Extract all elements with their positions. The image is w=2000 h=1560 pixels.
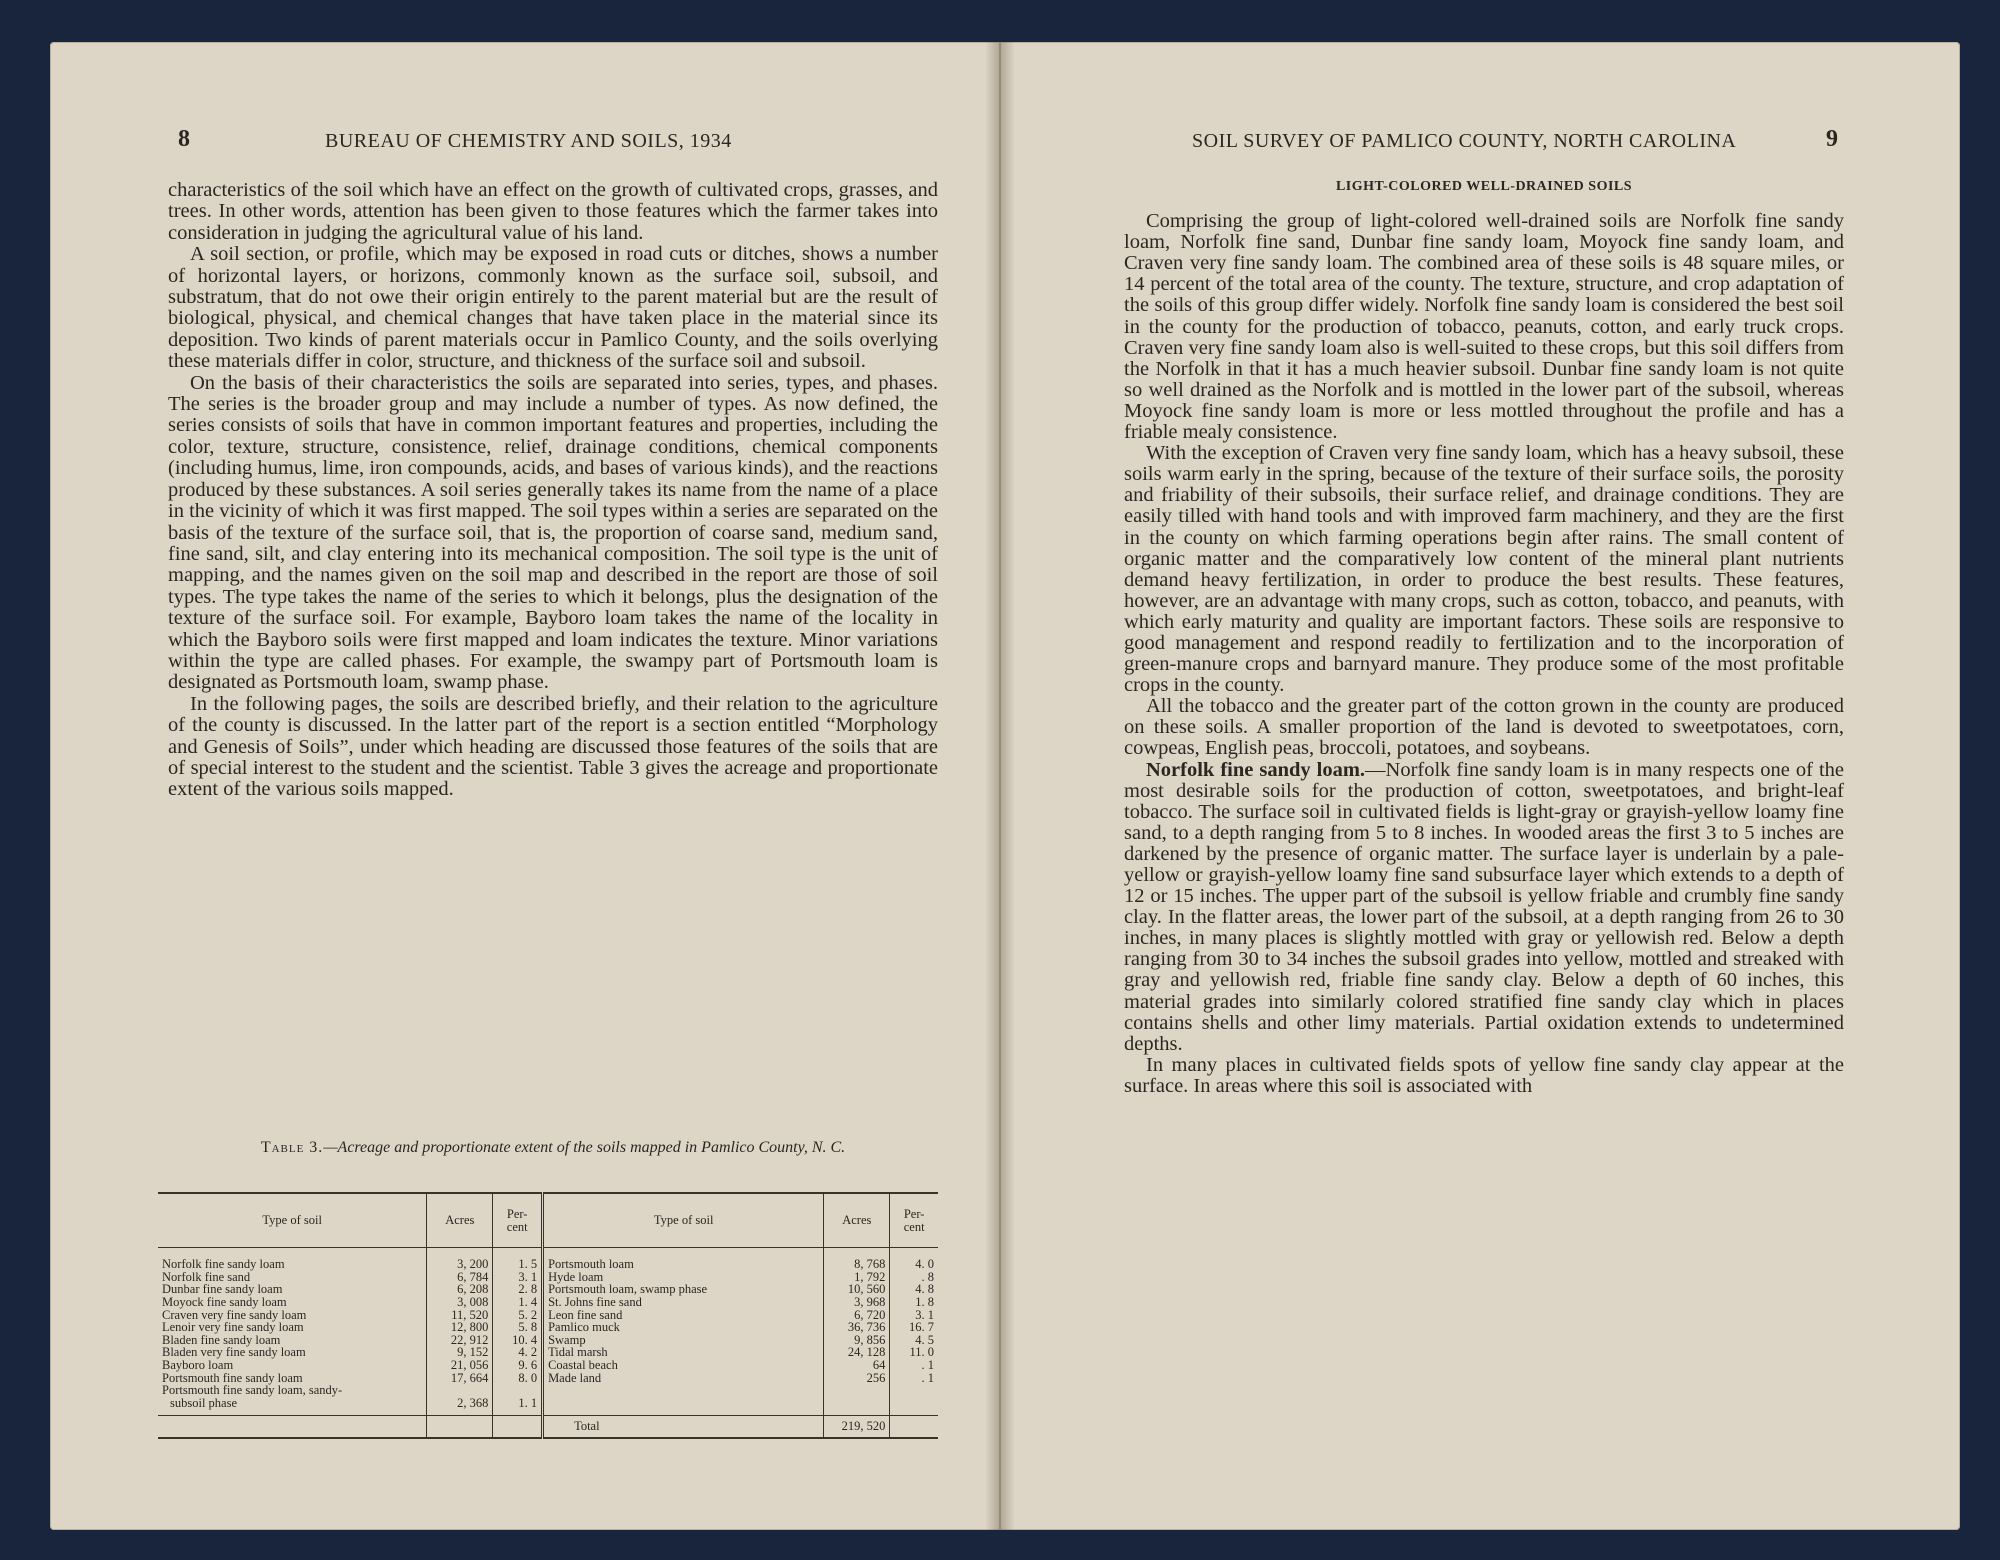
table-cell: Craven very fine sandy loam — [162, 1307, 307, 1322]
table-cell: 2, 368 — [457, 1395, 489, 1410]
table-cell: 22, 912 — [450, 1332, 489, 1347]
right-paragraph: In many places in cultivated fields spots of yellow fine sandy clay appear at the surface. In areas where this soil is associated with — [1124, 1053, 1844, 1097]
table-total-row — [158, 1416, 938, 1438]
table-cell: 17, 664 — [450, 1370, 489, 1385]
right-text-column — [1124, 176, 1844, 1097]
left-page-number: 8 — [178, 126, 190, 152]
total-acres: 219, 520 — [824, 1416, 890, 1438]
right-paragraph: Comprising the group of light-colored well-drained soils are Norfolk fine sandy loam, Norfolk fine sand, Dunbar fine sandy loam, Moyock fine sandy loam, and Craven very fine sandy loam. The combined area of these soils is 48 square miles, or 14 percent of the total area of the county. The texture, structure, and crop adaptation of the soils of this group differ widely. Norfolk fine sandy loam is considered the best soil in the county for the production of tobacco, peanuts, cotton, and early truck crops. Craven very fine sandy loam also is well-suited to these crops, but this soil differs from the Norfolk in that it has a much heavier subsoil. Dunbar fine sandy loam is not quite so well drained as the Norfolk and is mottled in the lower part of the subsoil, whereas Moyock fine sandy loam is more or less mottled throughout the profile and has a friable mealy consistence. — [1124, 210, 1844, 444]
right-paragraph: All the tobacco and the greater part of the cotton grown in the county are produced on these soils. A smaller proportion of the land is devoted to sweetpotatoes, corn, cowpeas, English peas, broccoli, potatoes, and soybeans. — [1124, 695, 1844, 760]
table-cell: 6, 720 — [854, 1307, 886, 1322]
table-cell: 3. 1 — [518, 1269, 538, 1284]
table-cell: Dunbar fine sandy loam — [162, 1282, 283, 1297]
table-cell: 64 — [872, 1357, 886, 1372]
table-cell: Norfolk fine sandy loam — [162, 1257, 285, 1272]
table-cell: 1, 792 — [854, 1269, 886, 1284]
table-cell: 12, 800 — [450, 1320, 489, 1335]
right-page-number: 9 — [1826, 126, 1838, 152]
left-paragraph: On the basis of their characteristics the soils are separated into series, types, and phases. The series is the broader group and may include a number of types. As now defined, the series consists of soils that have in common important features and properties, including the color, texture, structure, consistence, relief, drainage conditions, chemical components (including humus, lime, iron compounds, acids, and bases of various kinds), and the reactions produced by these substances. A soil series generally takes its name from the name of a place in the vicinity of which it was first mapped. The soil types within a series are separated on the basis of the texture of the surface soil, that is, the proportion of coarse sand, medium sand, fine sand, silt, and clay entering into its mechanical composition. The soil type is the unit of mapping, and the names given on the soil map and described in the report are those of soil types. The type takes the name of the series to which it belongs, plus the designation of the texture of the surface soil. For example, Bayboro loam takes the name of the locality in which the Bayboro soils were first mapped and loam indicates the texture. Minor variations within the type are called phases. For example, the swampy part of Portsmouth loam is designated as Portsmouth loam, swamp phase. — [168, 371, 938, 694]
right-paragraph: With the exception of Craven very fine sandy loam, which has a heavy subsoil, these soils warm early in the spring, because of the texture of their surface soils, the porosity and friability of their subsoils, their surface relief, and drainage conditions. They are easily tilled with hand tools and with improved farm machinery, and they are the first in the county on which farming operations begin after rains. The small content of organic matter and the comparatively low content of the mineral plant nutrients demand heavy fertilization, in order to produce the best results. These features, however, are an advantage with many crops, such as cotton, tobacco, and peanuts, with which early maturity and quality are important factors. These soils are responsive to good management and respond readily to fertilization and to the incorporation of green-manure crops and barnyard manure. They produce some of the most profitable crops in the county. — [1124, 442, 1844, 697]
col-header-type-left: Type of soil — [158, 1193, 427, 1248]
table-cell: St. Johns fine sand — [548, 1294, 642, 1309]
left-paragraph: A soil section, or profile, which may be exposed in road cuts or ditches, shows a number of horizontal layers, or horizons, commonly known as the surface soil, subsoil, and substratum, that do not owe their origin entirely to the parent material but are the result of biological, physical, and chemical changes that have taken place in the material since its deposition. Two kinds of parent materials occur in Pamlico County, and the soils overlying these materials differ in color, structure, and thickness of the surface soil and subsoil. — [168, 243, 938, 373]
right-soil-names — [543, 1248, 824, 1416]
table-cell: 16. 7 — [909, 1320, 934, 1335]
table-cell: 3, 200 — [457, 1257, 489, 1272]
table-caption-label: Table 3. — [260, 1139, 324, 1156]
table-cell: 1. 5 — [518, 1257, 538, 1272]
left-running-head: BUREAU OF CHEMISTRY AND SOILS, 1934 — [325, 130, 732, 152]
table-cell: Swamp — [548, 1332, 586, 1347]
table-cell: Portsmouth fine sandy loam, sandy- — [162, 1383, 343, 1398]
table-caption-text: —Acreage and proportionate extent of the soils mapped in Pamlico County, N. C. — [323, 1139, 846, 1156]
table-cell: Norfolk fine sand — [162, 1269, 251, 1284]
table-cell: Coastal beach — [548, 1357, 618, 1372]
left-acres — [427, 1248, 493, 1416]
table-cell: Portsmouth loam, swamp phase — [548, 1282, 708, 1297]
left-soil-names — [158, 1248, 427, 1416]
table-cell: 8, 768 — [854, 1257, 886, 1272]
col-header-type-right: Type of soil — [543, 1193, 824, 1248]
table-cell: . 8 — [921, 1269, 934, 1284]
right-acres — [824, 1248, 890, 1416]
table-cell: 4. 5 — [915, 1332, 934, 1347]
soil-acreage-table — [158, 1192, 938, 1439]
table-cell: . 1 — [921, 1357, 934, 1372]
table-cell: 3, 008 — [457, 1294, 489, 1309]
table-cell: Lenoir very fine sandy loam — [162, 1320, 304, 1335]
table-cell: 9. 6 — [518, 1357, 538, 1372]
section-heading: LIGHT-COLORED WELL-DRAINED SOILS — [1335, 179, 1633, 194]
table-cell: 1. 8 — [915, 1294, 934, 1309]
col-header-acres-right: Acres — [824, 1193, 890, 1248]
norfolk-heading: Norfolk fine sandy loam. — [1146, 758, 1366, 781]
table-cell: 6, 784 — [457, 1269, 489, 1284]
table-caption — [168, 1138, 938, 1157]
table-cell: 11. 0 — [909, 1345, 934, 1360]
table-cell: Bladen fine sandy loam — [162, 1332, 281, 1347]
total-label: Total — [543, 1416, 824, 1438]
table-cell: 4. 8 — [915, 1282, 934, 1297]
table-cell: 4. 2 — [518, 1345, 538, 1360]
table-cell: 24, 128 — [847, 1345, 886, 1360]
table-cell: Made land — [548, 1370, 602, 1385]
left-page — [50, 42, 1000, 1530]
col-header-percent-left: Per-cent — [493, 1193, 543, 1248]
table-cell: Pamlico muck — [548, 1320, 620, 1335]
table-cell: Hyde loam — [548, 1269, 604, 1284]
table-cell: 10. 4 — [512, 1332, 538, 1347]
table-cell: 6, 208 — [457, 1282, 489, 1297]
table-cell: Bladen very fine sandy loam — [162, 1345, 306, 1360]
table-cell: 1. 4 — [518, 1294, 538, 1309]
norfolk-text: —Norfolk fine sandy loam is in many respects one of the most desirable soils for the production of cotton, sweetpotatoes, and bright-leaf tobacco. The surface soil in cultivated fields is light-gray or grayish-yellow loamy fine sand, to a depth ranging from 5 to 8 inches. In wooded areas the first 3 to 5 inches are darkened by the presence of organic matter. The surface layer is underlain by a pale-yellow or grayish-yellow loamy fine sand subsurface layer which extends to a depth of 12 or 15 inches. The upper part of the subsoil is yellow friable and crumbly fine sandy clay. In the flatter areas, the lower part of the subsoil, at a depth ranging from 26 to 30 inches, in many places is slightly mottled with gray or yellowish red. Below a depth ranging from 30 to 34 inches the subsoil grades into yellow, mottled and streaked with gray and yellowish red, friable fine sandy clay. Below a depth of 60 inches, this material grades into similarly colored stratified fine sandy clay which in places contains shells and other limy materials. Partial oxidation extends to undetermined depths. — [1124, 758, 1845, 1055]
table-cell: 2. 8 — [518, 1282, 538, 1297]
left-text-column — [168, 180, 938, 801]
table-cell: subsoil phase — [170, 1395, 238, 1410]
table-cell: 5. 2 — [518, 1307, 538, 1322]
right-page — [1000, 42, 1960, 1530]
table-cell: Portsmouth loam — [548, 1257, 634, 1272]
table-cell: Bayboro loam — [162, 1357, 234, 1372]
right-running-head: SOIL SURVEY OF PAMLICO COUNTY, NORTH CAROLINA — [1192, 130, 1737, 152]
table-cell: 5. 8 — [518, 1320, 538, 1335]
table-header-row — [158, 1193, 938, 1248]
table-cell: 8. 0 — [518, 1370, 538, 1385]
table-cell: 11, 520 — [451, 1307, 489, 1322]
table-cell: Leon fine sand — [548, 1307, 623, 1322]
table-cell: 9, 152 — [457, 1345, 489, 1360]
table-cell: 1. 1 — [518, 1395, 538, 1410]
left-paragraph: characteristics of the soil which have an effect on the growth of cultivated crops, grasses, and trees. In other words, attention has been given to those features which the farmer takes into consideration in judging the agricultural value of his land. — [168, 179, 938, 244]
table-cell: 9, 856 — [854, 1332, 886, 1347]
table-cell: 36, 736 — [847, 1320, 886, 1335]
col-header-acres-left: Acres — [427, 1193, 493, 1248]
table-cell: 256 — [866, 1370, 886, 1385]
table-cell: 21, 056 — [450, 1357, 489, 1372]
table-cell: Tidal marsh — [548, 1345, 608, 1360]
table-cell: 10, 560 — [847, 1282, 886, 1297]
table-cell — [431, 1384, 488, 1397]
left-paragraph: In the following pages, the soils are described briefly, and their relation to the agriculture of the county is discussed. In the latter part of the report is a section entitled “Morphology and Genesis of Soils”, under which heading are discussed those features of the soils that are of special interest to the student and the scientist. Table 3 gives the acreage and proportionate extent of the various soils mapped. — [168, 692, 938, 801]
table-cell: . 1 — [921, 1370, 934, 1385]
left-percent — [493, 1248, 543, 1416]
col-header-percent-right: Per-cent — [890, 1193, 938, 1248]
table-cell: 3, 968 — [854, 1294, 886, 1309]
table-cell: 4. 0 — [915, 1257, 934, 1272]
table-cell — [497, 1384, 537, 1397]
table-cell: Moyock fine sandy loam — [162, 1294, 287, 1309]
right-percent — [890, 1248, 938, 1416]
norfolk-paragraph — [1124, 760, 1844, 1055]
table-cell: Portsmouth fine sandy loam — [162, 1370, 303, 1385]
table-body-row — [158, 1248, 938, 1416]
table-cell: 3. 1 — [915, 1307, 934, 1322]
